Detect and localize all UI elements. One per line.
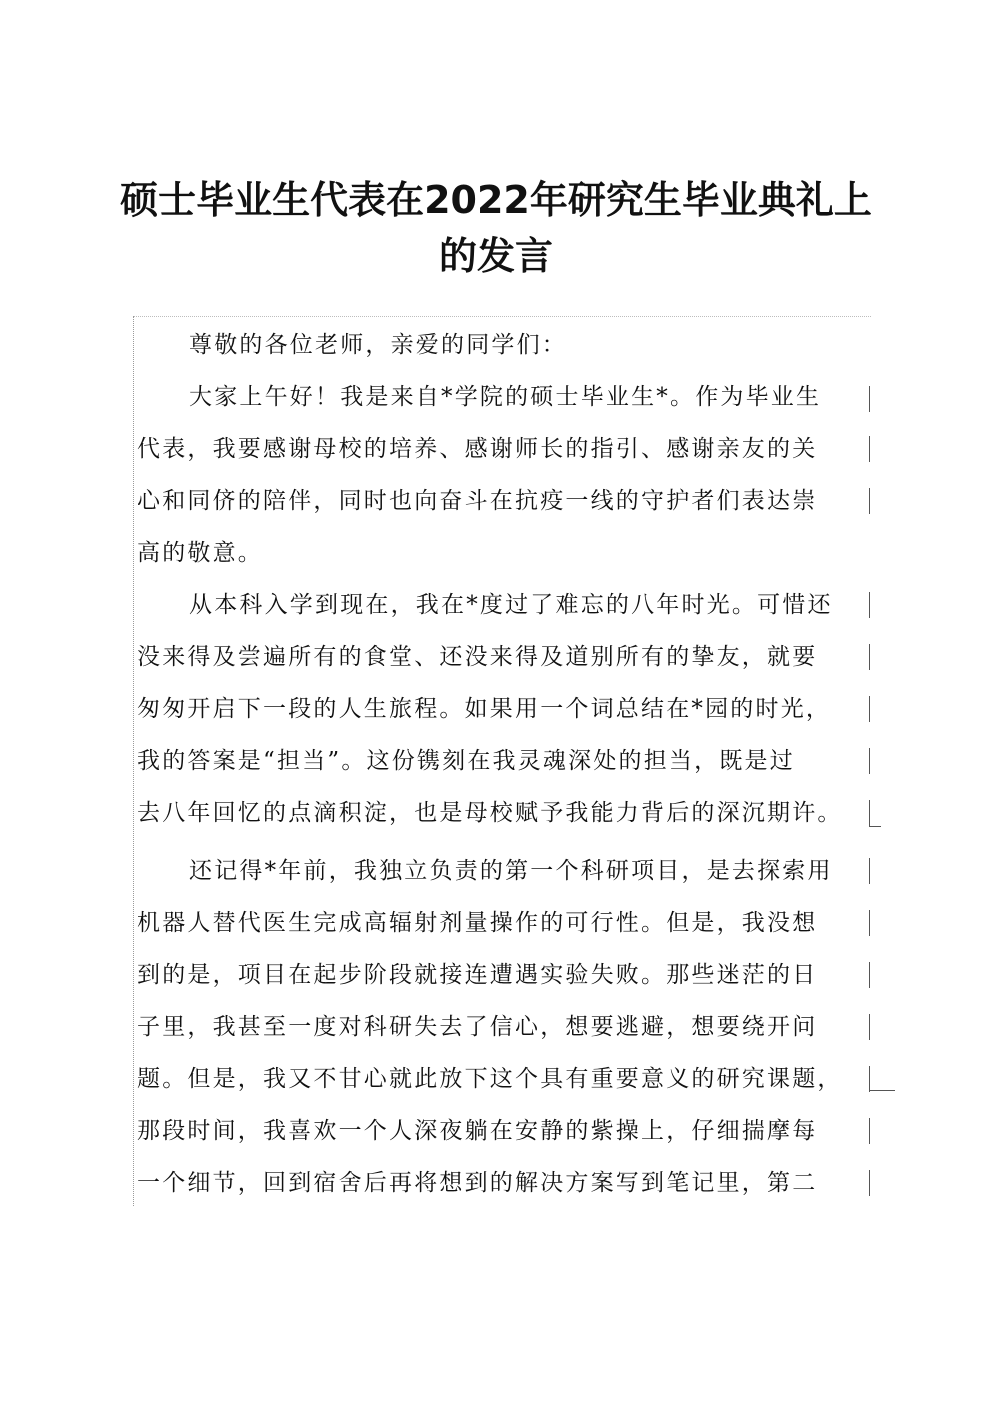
- revision-mark: [869, 748, 870, 774]
- text-line: 题。但是，我又不甘心就此放下这个具有重要意义的研究课题，: [137, 1066, 843, 1092]
- text-line: 我的答案是“担当”。这份镌刻在我灵魂深处的担当，既是过: [137, 748, 795, 774]
- document-title: [100, 172, 892, 284]
- text-frame-top-border: [133, 316, 871, 317]
- text-frame-left-border: [133, 316, 134, 1206]
- text-line: 尊敬的各位老师，亲爱的同学们：: [189, 332, 567, 358]
- text-line: 高的敬意。: [137, 540, 263, 566]
- text-line: 到的是，项目在起步阶段就接连遭遇实验失败。那些迷茫的日: [137, 962, 818, 988]
- revision-mark-horizontal: [869, 1090, 895, 1091]
- text-line: 去八年回忆的点滴积淀，也是母校赋予我能力背后的深沉期许。: [137, 800, 843, 826]
- text-line: 匆匆开启下一段的人生旅程。如果用一个词总结在*园的时光，: [137, 696, 832, 722]
- title-line-2: 的发言: [438, 234, 553, 278]
- revision-mark: [869, 858, 870, 884]
- revision-mark: [869, 696, 870, 722]
- revision-mark: [869, 1014, 870, 1040]
- revision-mark: [869, 962, 870, 988]
- revision-mark: [869, 800, 870, 826]
- revision-mark: [869, 644, 870, 670]
- revision-mark: [869, 488, 870, 514]
- revision-mark: [869, 592, 870, 618]
- text-line: 机器人替代医生完成高辐射剂量操作的可行性。但是，我没想: [137, 910, 818, 936]
- revision-mark-horizontal: [869, 826, 881, 827]
- text-line: 代表，我要感谢母校的培养、感谢师长的指引、感谢亲友的关: [137, 436, 818, 462]
- text-line: 大家上午好！我是来自*学院的硕士毕业生*。作为毕业生: [189, 384, 822, 410]
- revision-mark: [869, 386, 870, 412]
- text-line: 还记得*年前，我独立负责的第一个科研项目，是去探索用: [189, 858, 833, 884]
- revision-mark: [869, 1118, 870, 1144]
- text-line: 子里，我甚至一度对科研失去了信心，想要逃避，想要绕开问: [137, 1014, 818, 1040]
- revision-mark: [869, 910, 870, 936]
- revision-mark: [869, 1170, 870, 1196]
- revision-mark: [869, 1066, 870, 1092]
- revision-mark: [869, 436, 870, 462]
- text-line: 没来得及尝遍所有的食堂、还没来得及道别所有的挚友，就要: [137, 644, 818, 670]
- text-line: 心和同侪的陪伴，同时也向奋斗在抗疫一线的守护者们表达崇: [137, 488, 818, 514]
- title-line-1: 硕士毕业生代表在2022年研究生毕业典礼上: [120, 178, 872, 222]
- text-line: 一个细节，回到宿舍后再将想到的解决方案写到笔记里，第二: [137, 1170, 818, 1196]
- text-line: 从本科入学到现在，我在*度过了难忘的八年时光。可惜还: [189, 592, 833, 618]
- text-line: 那段时间，我喜欢一个人深夜躺在安静的紫操上，仔细揣摩每: [137, 1118, 818, 1144]
